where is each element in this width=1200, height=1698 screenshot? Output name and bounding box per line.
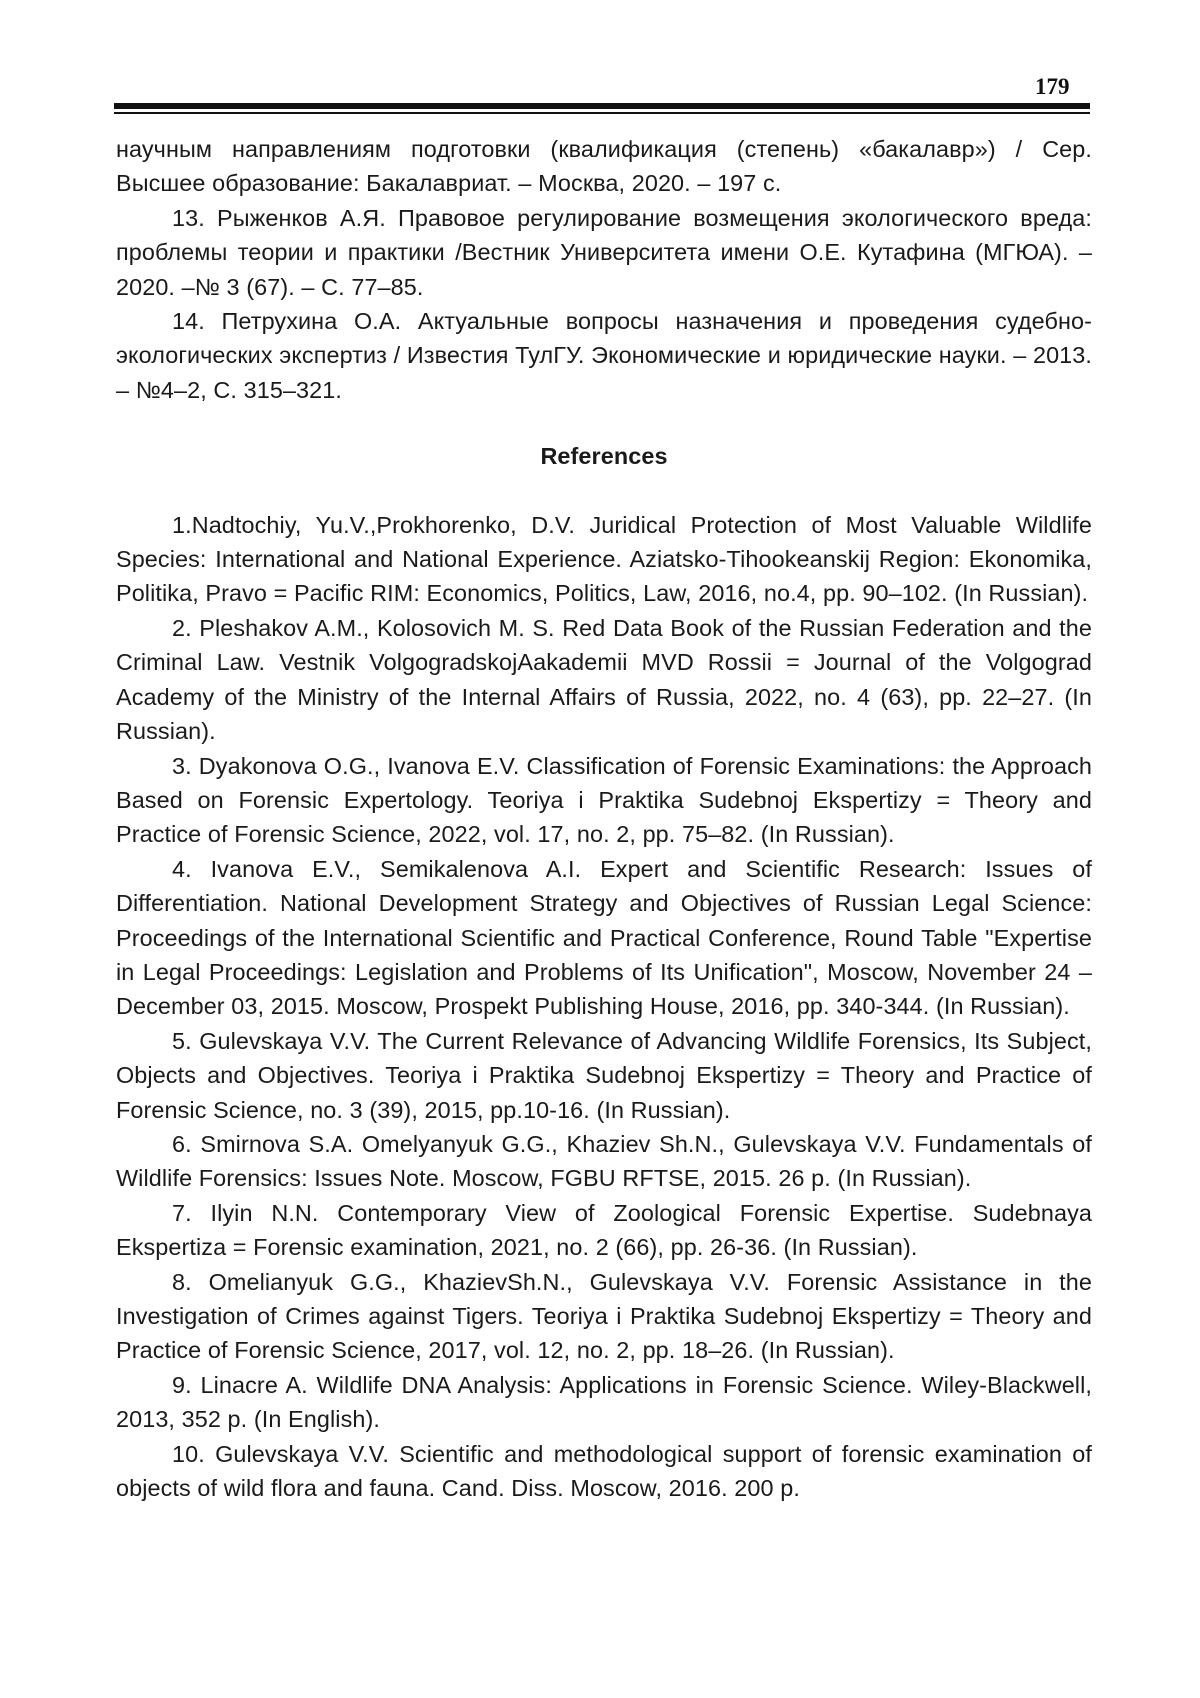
reference-item: 2. Pleshakov A.M., Kolosovich M. S. Red Data Book of the Russian Federation and the Criminal Law. Vestnik VolgogradskojAakademii MVD Rossii = Journal of the Volgograd Academy of the Ministry of the Internal Affairs of Russia, 2022, no. 4 (63), pp. 22–27. (In Russian). xyxy=(116,614,1092,745)
reference-item: 5. Gulevskaya V.V. The Current Relevance of Advancing Wildlife Forensics, Its Subject, Objects and Objectives. Teoriya i Praktika Sudebnoj Ekspertizy = Theory and Practice of Forensic Science, no. 3 (39), 2015, pp.10-16. (In Russian). xyxy=(116,1027,1092,1123)
continuation-paragraph: научным направлениям подготовки (квалификация (степень) «бакалавр») / Сер. Высшее образование: Бакалавриат. – Москва, 2020. – 197 с. xyxy=(116,136,1092,197)
reference-item: 4. Ivanova E.V., Semikalenova A.I. Expert and Scientific Research: Issues of Differentiation. National Development Strategy and Objectives of Russian Legal Science: Proceedings of the International Scientific and Practical Conference, Round Table "Expertise in Legal Proceedings: Legislation and Problems of Its Unification", Moscow, November 24 – December 03, 2015. Moscow, Prospekt Publishing House, 2016, pp. 340-344. (In Russian). xyxy=(116,855,1092,1020)
reference-item: 8. Omelianyuk G.G., KhazievSh.N., Gulevskaya V.V. Forensic Assistance in the Investigation of Crimes against Tigers. Teoriya i Praktika Sudebnoj Ekspertizy = Theory and Practice of Forensic Science, 2017, vol. 12, no. 2, pp. 18–26. (In Russian). xyxy=(116,1268,1092,1364)
reference-item: 3. Dyakonova O.G., Ivanova E.V. Classification of Forensic Examinations: the Approach Based on Forensic Expertology. Teoriya i Praktika Sudebnoj Ekspertizy = Theory and Practice of Forensic Science, 2022, vol. 17, no. 2, pp. 75–82. (In Russian). xyxy=(116,752,1092,848)
reference-item: 9. Linacre A. Wildlife DNA Analysis: Applications in Forensic Science. Wiley-Blackwell, 2013, 352 p. (In English). xyxy=(116,1371,1092,1433)
header-rule-thin xyxy=(114,112,1090,114)
header-rule-thick xyxy=(114,103,1090,109)
page-number: 179 xyxy=(1035,74,1070,99)
russian-reference-item: 14. Петрухина О.А. Актуальные вопросы назначения и проведения судебно-экологических экспертиз / Известия ТулГУ. Экономические и юридические науки. – 2013. – №4–2, С. 315–321. xyxy=(116,308,1092,403)
reference-item: 6. Smirnova S.A. Omelyanyuk G.G., Khaziev Sh.N., Gulevskaya V.V. Fundamentals of Wildlife Forensics: Issues Note. Moscow, FGBU RFTSE, 2015. 26 p. (In Russian). xyxy=(116,1130,1092,1192)
reference-item: 7. Ilyin N.N. Contemporary View of Zoological Forensic Expertise. Sudebnaya Ekspertiza = Forensic examination, 2021, no. 2 (66), pp. 26-36. (In Russian). xyxy=(116,1199,1092,1261)
references-heading: References xyxy=(540,443,668,470)
reference-item: 1.Nadtochiy, Yu.V.,Prokhorenko, D.V. Juridical Protection of Most Valuable Wildlife Species: International and National Experience. Aziatsko-Tihookeanskij Region: Ekonomika, Politika, Pravo = Pacific RIM: Economics, Politics, Law, 2016, no.4, pp. 90–102. (In Russian). xyxy=(116,511,1092,607)
reference-item: 10. Gulevskaya V.V. Scientific and methodological support of forensic examination of objects of wild flora and fauna. Cand. Diss. Moscow, 2016. 200 p. xyxy=(116,1440,1092,1502)
body-text xyxy=(116,132,1092,1505)
russian-reference-item: 13. Рыженков А.Я. Правовое регулирование возмещения экологического вреда: проблемы теории и практики /Вестник Университета имени О.Е. Кутафина (МГЮА). – 2020. –№ 3 (67). – С. 77–85. xyxy=(116,204,1092,300)
